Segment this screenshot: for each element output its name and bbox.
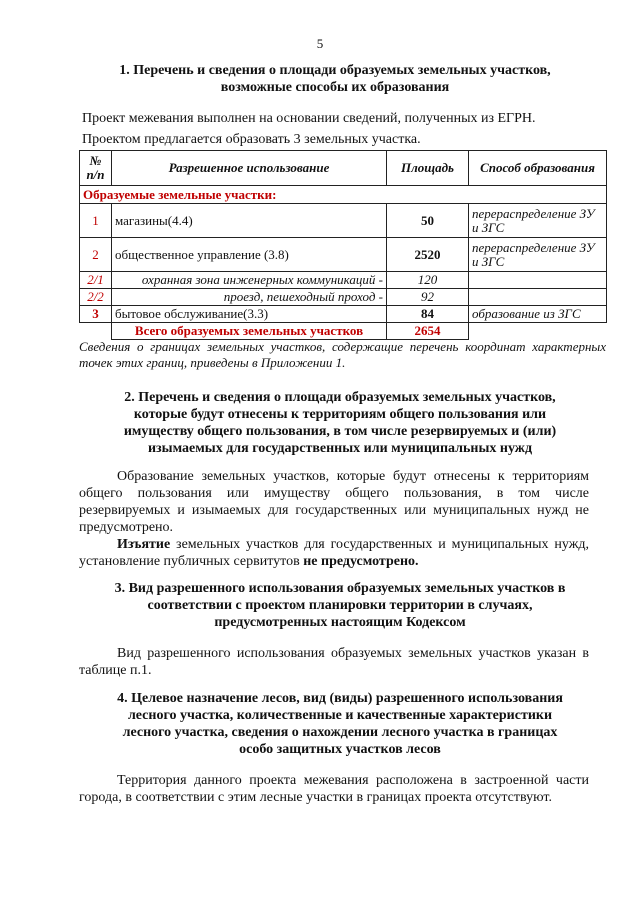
row-area: 50: [387, 204, 469, 238]
section3-paragraph: Вид разрешенного использования образуемых земельных участков указан в таблице п.1.: [79, 646, 589, 678]
row-use: охранная зона инженерных коммуникаций -: [112, 272, 387, 289]
seizure-bold: Изъятие: [117, 537, 171, 552]
section4-title-line2: лесного участка, количественные и качественные характеристики: [127, 708, 553, 723]
table-row: [80, 272, 607, 289]
row-use: бытовое обслуживание(3.3): [112, 306, 387, 323]
header-area: Площадь: [387, 151, 469, 186]
section2-paragraph2: [79, 536, 589, 570]
row-method: перераспределение ЗУ и ЗГС: [469, 204, 607, 238]
header-use: Разрешенное использование: [112, 151, 387, 186]
group-label: Образуемые земельные участки:: [80, 186, 607, 204]
coordinates-note: Сведения о границах земельных участков, содержащие перечень координат характерных точек этих границ, приведены в Приложении 1.: [79, 339, 606, 370]
section1-paragraph1: Проект межевания выполнен на основании сведений, полученных из ЕГРН.: [82, 111, 536, 126]
row-area: 92: [387, 289, 469, 306]
row-use: проезд, пешеходный проход -: [112, 289, 387, 306]
section3-title-line3: предусмотренных настоящим Кодексом: [214, 615, 466, 630]
section3-title-line1: 3. Вид разрешенного использования образуемых земельных участков в: [114, 581, 566, 596]
row-area: 120: [387, 272, 469, 289]
section2-title-line1: 2. Перечень и сведения о площади образуемых земельных участков,: [124, 390, 556, 405]
row-num: 2: [80, 238, 112, 272]
section1-paragraph2: Проектом предлагается образовать 3 земельных участка.: [82, 132, 421, 147]
row-area: 84: [387, 306, 469, 323]
table-row: [80, 238, 607, 272]
section3-title-line2: соответствии с проектом планировки территории в случаях,: [147, 598, 533, 613]
row-num: 1: [80, 204, 112, 238]
row-method: перераспределение ЗУ и ЗГС: [469, 238, 607, 272]
section4-paragraph: Территория данного проекта межевания расположена в застроенной части города, в соответствии с этим лесные участки в границах проекта отсутствуют.: [79, 773, 589, 805]
table-group-row: [80, 186, 607, 204]
table-row: [80, 204, 607, 238]
total-label: Всего образуемых земельных участков: [112, 323, 387, 340]
page-number: 5: [316, 36, 324, 51]
section1-title-line2: возможные способы их образования: [220, 80, 450, 95]
section2-title-line2: которые будут отнесены к территориям общего пользования или: [133, 407, 547, 422]
row-num: 2/2: [80, 289, 112, 306]
total-value: 2654: [387, 323, 469, 340]
parcels-table: [79, 150, 607, 340]
header-method: Способ образования: [469, 151, 607, 186]
table-row: [80, 289, 607, 306]
section4-title-line4: особо защитных участков лесов: [239, 742, 441, 757]
total-spacer-right: [469, 323, 607, 340]
section1-title-line1: 1. Перечень и сведения о площади образуемых земельных участков,: [119, 63, 551, 78]
section3-title: [100, 580, 580, 631]
section4-title: [100, 690, 580, 758]
not-provided-bold: не предусмотрено.: [303, 554, 419, 569]
section2-paragraph2-text: земельных участков для государственных и муниципальных нужд, установление публичных сервитутов: [79, 537, 589, 569]
row-num: 3: [80, 306, 112, 323]
table-total-row: [80, 323, 607, 340]
section2-title: [100, 389, 580, 457]
row-method: [469, 272, 607, 289]
section2-paragraph1: Образование земельных участков, которые будут отнесены к территориям общего пользования или имуществу общего пользования, в том числе резервируемых и изымаемых для государственных или муниципальных нужд не предусмотрено.: [79, 469, 589, 535]
row-use: общественное управление (3.8): [112, 238, 387, 272]
section1-title: [80, 62, 590, 96]
table-header-row: [80, 151, 607, 186]
header-num: № п/п: [80, 151, 112, 186]
section2-title-line4: изымаемых для государственных или муниципальных нужд: [147, 441, 533, 456]
section4-title-line3: лесного участка, сведения о нахождении лесного участка в границах: [122, 725, 558, 740]
section4-title-line1: 4. Целевое назначение лесов, вид (виды) разрешенного использования: [117, 691, 563, 706]
row-use: магазины(4.4): [112, 204, 387, 238]
row-num: 2/1: [80, 272, 112, 289]
table-row: [80, 306, 607, 323]
row-area: 2520: [387, 238, 469, 272]
row-method: [469, 289, 607, 306]
row-method: образование из ЗГС: [469, 306, 607, 323]
section2-title-line3: имуществу общего пользования, в том числе резервируемых и (или): [123, 424, 557, 439]
total-spacer: [80, 323, 112, 340]
